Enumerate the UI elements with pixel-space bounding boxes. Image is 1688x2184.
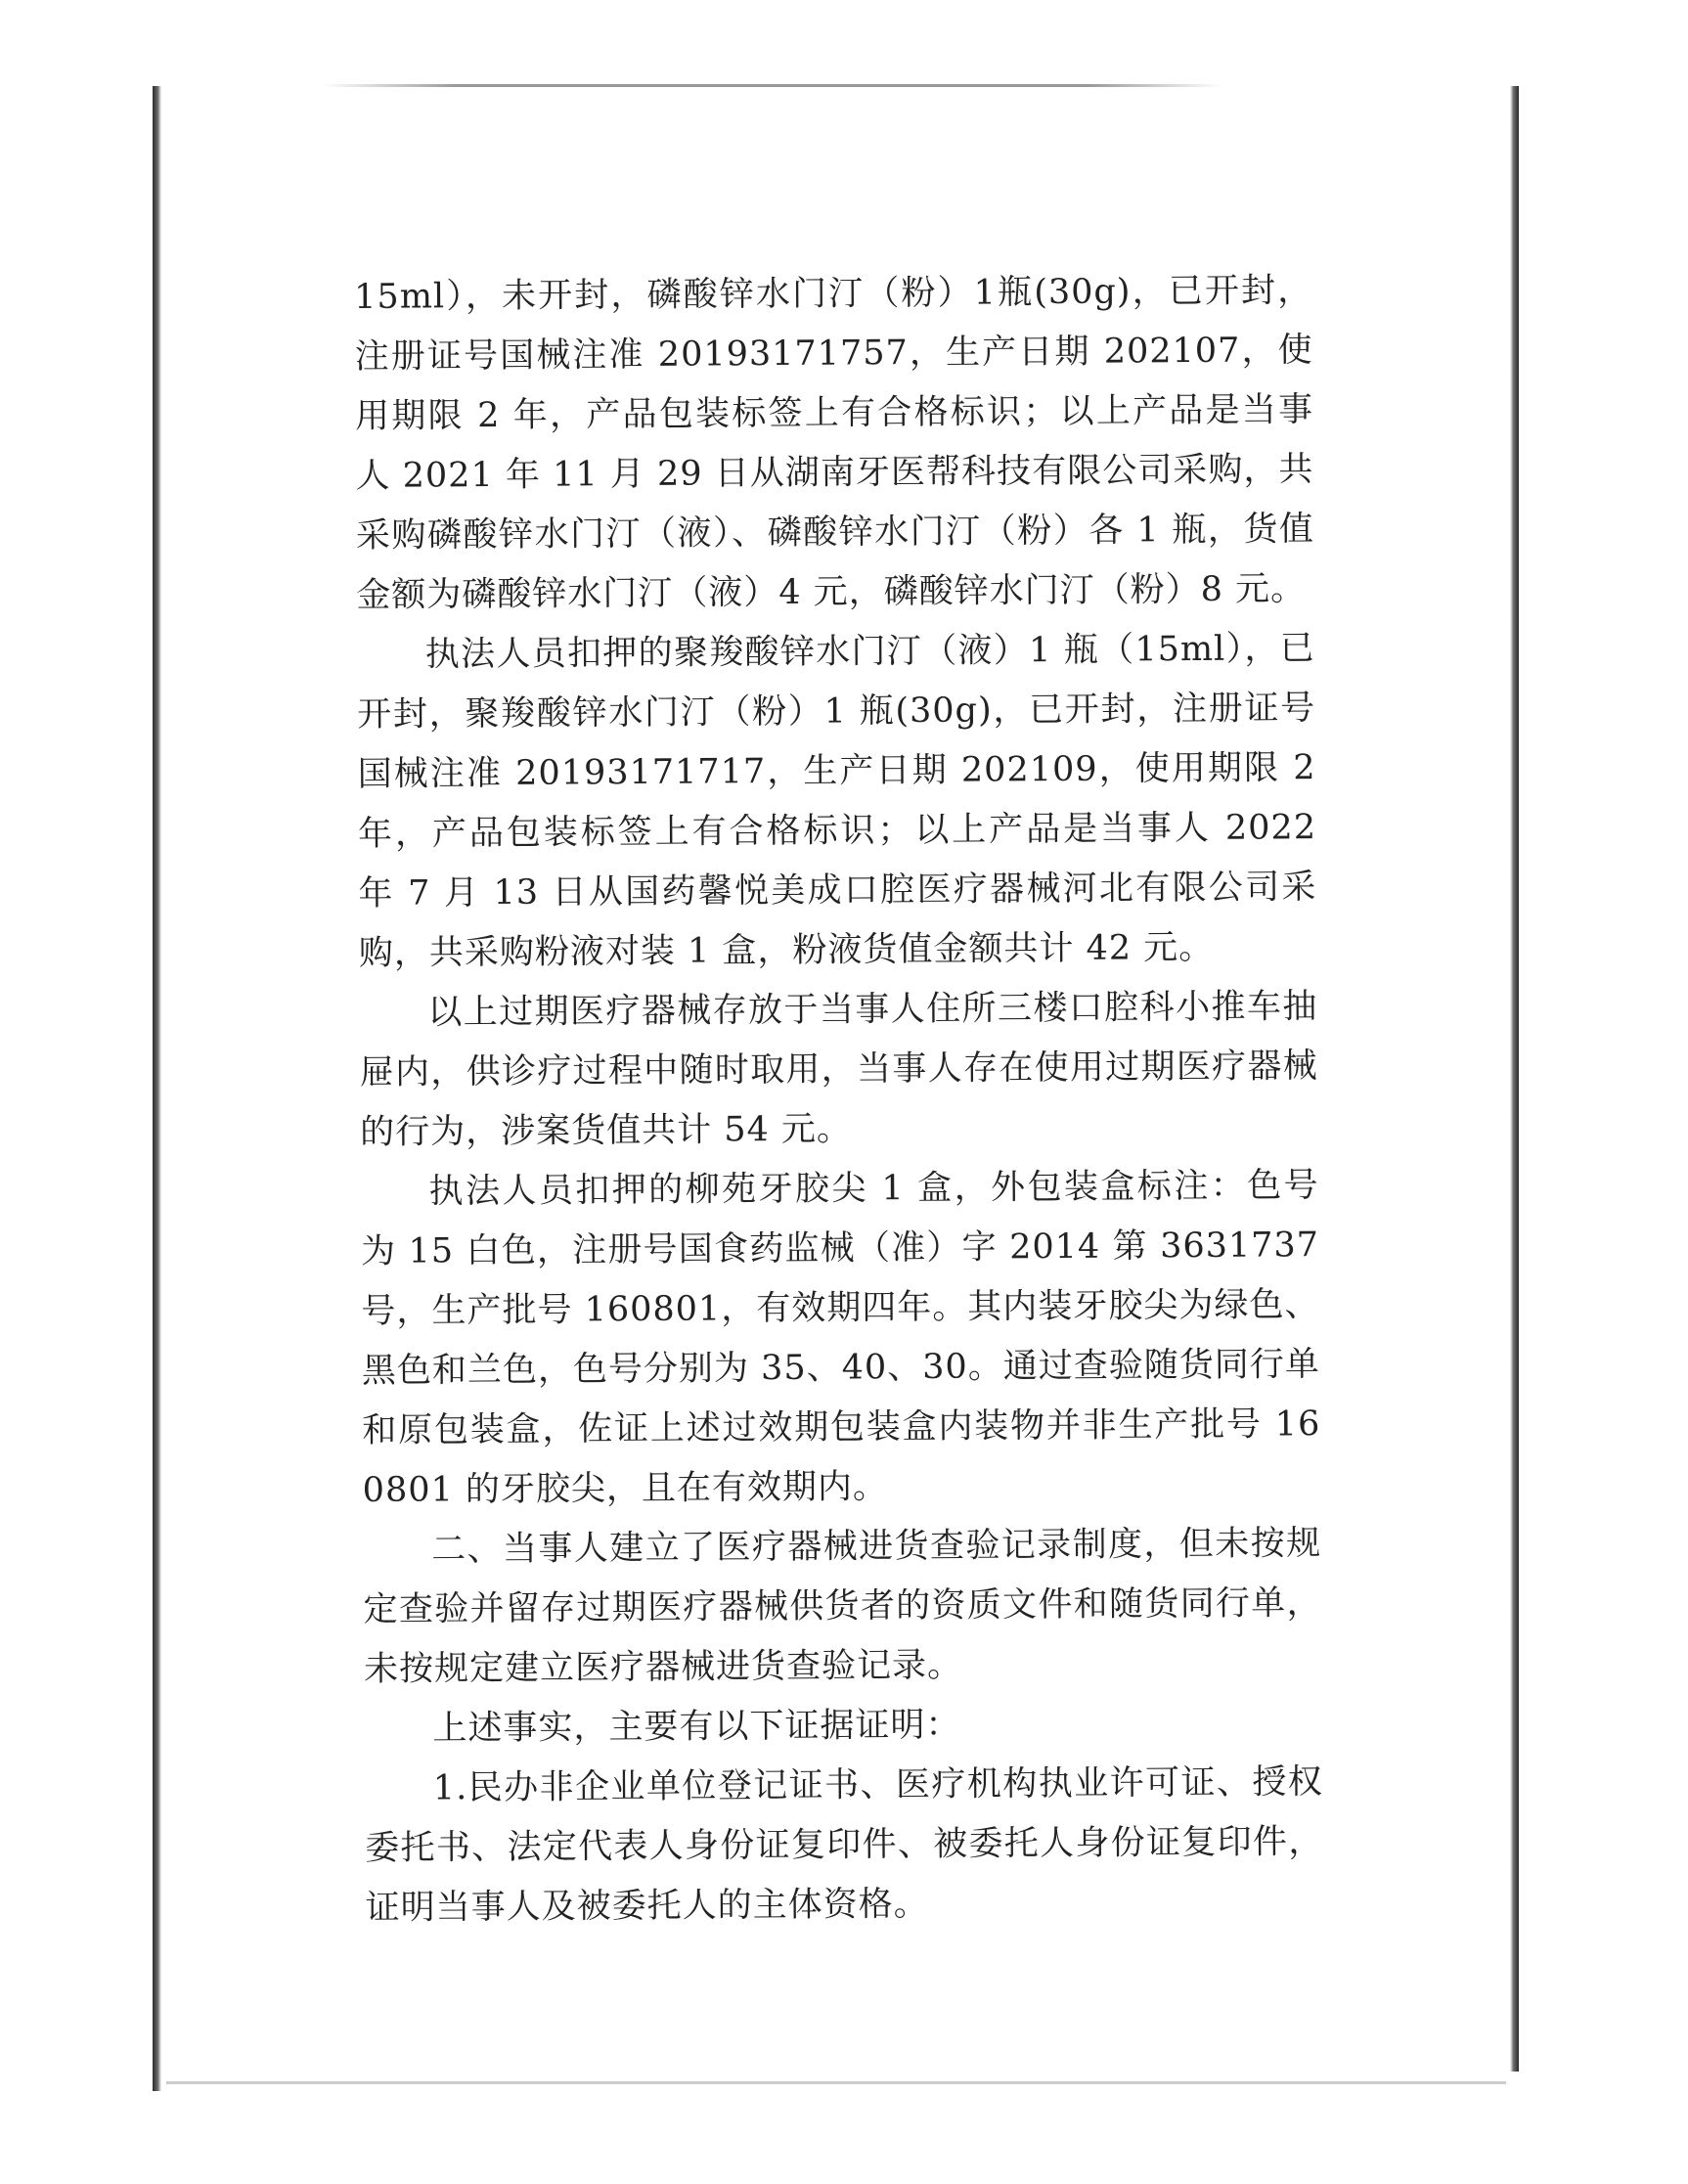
page-edge-bottom xyxy=(166,2081,1506,2084)
page-edge-left xyxy=(153,86,161,2091)
paragraph-inspection-record: 二、当事人建立了医疗器械进货查验记录制度，但未按规定查验并留存过期医疗器械供货者的资质文件和随货同行单，未按规定建立医疗器械进货查验记录。 xyxy=(363,1524,1322,1689)
paragraph-expired-storage: 以上过期医疗器械存放于当事人住所三楼口腔科小推车抽屉内，供诊疗过程中随时取用，当事人存在使用过期医疗器械的行为，涉案货值共计 54 元。 xyxy=(359,987,1318,1152)
page-edge-right xyxy=(1510,86,1519,2072)
paragraph-continued-zinc-phosphate: 15ml），未开封，磷酸锌水门汀（粉）1瓶(30g)，已开封，注册证号国械注准 20193171757，生产日期 202107，使用期限 2 年，产品包装标签上有合格标识；以上产品是当事人 2021 年 11 月 29 日从湖南牙医帮科技有限公司采购，共采购磷酸锌水门汀（液）、磷酸锌水门汀（粉）各 1 瓶，货值金额为磷酸锌水门汀（液）4 元，磷酸锌水门汀（粉）8 元。 xyxy=(354,271,1315,615)
paragraph-evidence-heading: 上述事实，主要有以下证据证明： xyxy=(432,1705,961,1749)
paragraph-gutta-percha: 执法人员扣押的柳苑牙胶尖 1 盒，外包装盒标注：色号为 15 白色，注册号国食药监械（准）字 2014 第 3631737 号，生产批号 160801，有效期四年。其内装牙胶尖为绿色、黑色和兰色，色号分别为 35、40、30。通过查验随货同行单和原包装盒，佐证上述过效期包装盒内装物并非生产批号 160801 的牙胶尖，且在有效期内。 xyxy=(360,1166,1321,1510)
document-body xyxy=(354,261,1324,1939)
paragraph-evidence-item-1: 1.民办非企业单位登记证书、医疗机构执业许可证、授权委托书、法定代表人身份证复印件、被委托人身份证复印件，证明当事人及被委托人的主体资格。 xyxy=(365,1762,1324,1928)
page-edge-top xyxy=(323,84,1222,87)
paragraph-polycarboxylate-seizure: 执法人员扣押的聚羧酸锌水门汀（液）1 瓶（15ml），已开封，聚羧酸锌水门汀（粉）1 瓶(30g)，已开封，注册证号国械注准 20193171717，生产日期 202109，使用期限 2 年，产品包装标签上有合格标识；以上产品是当事人 2022 年 7 月 13 日从国药馨悦美成口腔医疗器械河北有限公司采购，共采购粉液对装 1 盒，粉液货值金额共计 42 元。 xyxy=(357,629,1317,973)
